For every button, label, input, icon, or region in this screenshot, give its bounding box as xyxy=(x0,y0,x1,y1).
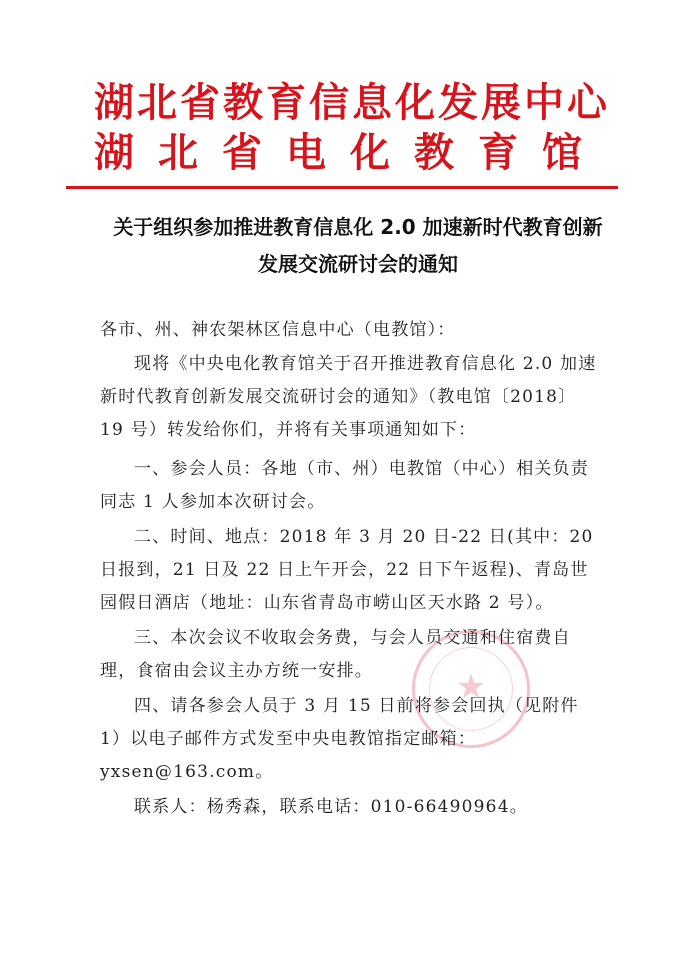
item-4-receipt: 四、请各参会人员于 3 月 15 日前将参会回执（见附件 1）以电子邮件方式发至中央电教馆指定邮箱：yxsen@163.com。 xyxy=(100,696,579,782)
notice-title-line-2: 发展交流研讨会的通知 xyxy=(258,252,458,276)
intro-paragraph: 现将《中央电化教育馆关于召开推进教育信息化 2.0 加速新时代教育创新发展交流研讨会的通知》（教电馆〔2018〕19 号）转发给你们，并将有关事项通知如下： xyxy=(100,354,597,440)
letterhead-line-2: 湖北省电化教育馆 xyxy=(94,130,606,176)
notice-title-line-1: 关于组织参加推进教育信息化 2.0 加速新时代教育创新 xyxy=(113,215,603,239)
letterhead-line-1: 湖北省教育信息化发展中心 xyxy=(94,80,610,126)
red-divider-rule xyxy=(66,186,618,189)
item-1-attendees: 一、参会人员：各地（市、州）电教馆（中心）相关负责同志 1 人参加本次研讨会。 xyxy=(100,459,589,512)
salutation: 各市、州、神农架林区信息中心（电教馆）： xyxy=(100,320,456,340)
item-3-fees: 三、本次会议不收取会务费，与会人员交通和住宿费自理，食宿由会议主办方统一安排。 xyxy=(100,628,571,681)
seal-star-icon: ★ xyxy=(455,667,487,707)
item-2-time-location: 二、时间、地点：2018 年 3 月 20 日-22 日(其中：20 日报到，21 日及 22 日上午开会，22 日下午返程)、青岛世园假日酒店（地址：山东省青岛市崂山区天水路 2 号）。 xyxy=(100,527,594,613)
contact-line: 联系人：杨秀森，联系电话：010-66490964。 xyxy=(134,797,528,817)
